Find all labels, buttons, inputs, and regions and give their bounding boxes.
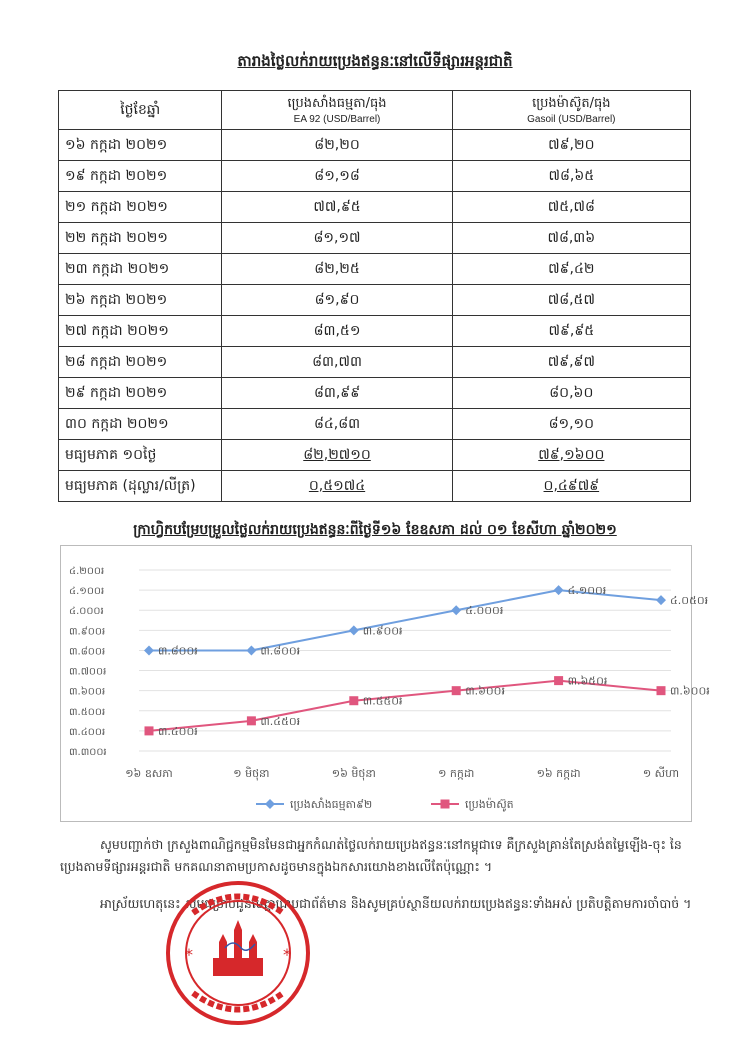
x-tick-label: ១៦ កក្កដា [536,767,581,780]
legend-label: ប្រេងសាំងធម្មតា៩២ [290,798,373,811]
row-date: ៣០ កក្កដា ២០២១ [59,409,222,440]
row-date: ១៩ កក្កដា ២០២១ [59,161,222,192]
y-tick-label: ៣.៣០០៛ [69,747,107,758]
row-ea92-price: ៨២,២០ [222,130,452,161]
x-tick-label: ១៦ មិថុនា [331,767,376,780]
y-tick-label: ៣.៥០០៛ [69,706,106,718]
data-label: ៣.៤០០៛ [158,724,198,738]
data-label: ៣.៩០០៛ [362,624,403,638]
table-body [59,130,691,440]
header-gasoil [452,91,690,130]
y-tick-label: ៣.៧០០៛ [69,666,107,678]
row-gasoil-price: ៧៩,៤២ [452,254,690,285]
row-gasoil-price: ៧៩,៩៥ [452,316,690,347]
average-litre-row [59,471,691,502]
x-tick-label: ១ មិថុនា [233,767,270,780]
table-row [59,254,691,285]
x-tick-label: ១៦ ឧសភា [125,767,173,780]
row-ea92-price: ៨៣,៩៩ [222,378,452,409]
row-ea92-price: ៨១,១៨ [222,161,452,192]
header-ea92 [222,91,452,130]
row-ea92-price: ៨៤,៨៣ [222,409,452,440]
price-table [58,90,691,502]
data-label: ៣.៦០០៛ [465,684,505,698]
y-tick-label: ៣.៦០០៛ [69,686,106,698]
table-row [59,192,691,223]
table-row [59,285,691,316]
legend-marker-1 [441,800,450,809]
data-label: ៤.០០០៛ [465,604,504,618]
row-gasoil-price: ៧៨,៣៦ [452,223,690,254]
header-gasoil-main: ប្រេងម៉ាស៊ូត/ធុង [532,96,611,111]
y-tick-label: ៤.២០០៛ [69,566,105,577]
y-tick-label: ៤.១០០៛ [69,586,105,598]
chart-title: ក្រាហ្វិកបម្រែបម្រួលថ្លៃលក់រាយប្រេងឥន្ធនៈពីថ្ងៃទី១៦ ខែឧសភា ដល់ ០១ ខែសីហា ឆ្នាំ២០២១ [133,522,617,538]
table-row [59,347,691,378]
price-chart [60,545,710,822]
table-row [59,409,691,440]
row-gasoil-price: ៨០,៦០ [452,378,690,409]
table-row [59,316,691,347]
series-point-1 [554,676,563,685]
series-point-1 [349,696,358,705]
average-litre-label: មធ្យមភាគ (ដុល្លារ/លីត្រ) [59,471,222,502]
row-ea92-price: ៨៣,៥១ [222,316,452,347]
row-ea92-price: ៨១,១៧ [222,223,452,254]
x-tick-label: ១ កក្កដា [438,767,475,780]
row-date: ២៩ កក្កដា ២០២១ [59,378,222,409]
row-gasoil-price: ៧៨,៥៧ [452,285,690,316]
series-point-1 [657,686,666,695]
data-label: ៣.៦០០៛ [670,684,710,698]
row-date: ២៨ កក្កដា ២០២១ [59,347,222,378]
closing-paragraph: អាស្រ័យហេតុនេះ សូមជម្រាបជូនមេត្តាជ្រាបជាព័ត៌មាន និងសូមគ្រប់ស្ថានីយលក់រាយប្រេងឥន្ធនៈទាំងអស់ ប្រតិបត្តិតាមការចាំបាច់ ។ [100,896,692,911]
data-label: ៣.៤៥០៛ [260,714,301,728]
table-row [59,161,691,192]
y-tick-label: ៣.៨០០៛ [69,646,106,658]
data-label: ៣.៦៥០៛ [567,674,608,688]
table-row [59,223,691,254]
x-tick-label: ១ សីហា [642,767,680,780]
data-label: ៣.៨០០៛ [260,644,301,658]
data-label: ៣.៥៥០៛ [362,694,403,708]
average-10day-gasoil: ៧៩,១៦០០ [538,446,605,463]
row-gasoil-price: ៧៨,៦៥ [452,161,690,192]
svg-text:*: * [185,945,193,964]
row-date: ២៦ កក្កដា ២០២១ [59,285,222,316]
row-date: ២១ កក្កដា ២០២១ [59,192,222,223]
legend-marker-0 [265,799,275,809]
note-paragraph: សូមបញ្ជាក់ថា ក្រសួងពាណិជ្ជកម្មមិនមែនជាអ្នកកំណត់ថ្លៃលក់រាយប្រេងឥន្ធនៈនៅកម្ពុជាទេ គឺក្រសួងគ្រាន់តែស្រង់តម្លៃឡើង-ចុះ នៃប្រេងតាមទីផ្សារអន្តរជាតិ មកគណនាតាមប្រកាសដូចមានក្នុងឯកសារយោងខាងលើតែប៉ុណ្ណោះ ។ [60,837,682,874]
series-point-1 [145,726,154,735]
row-ea92-price: ៨៣,៧៣ [222,347,452,378]
series-point-0 [554,585,564,595]
average-10day-row [59,440,691,471]
row-gasoil-price: ៧៩,៩៧ [452,347,690,378]
average-litre-ea92: ០,៥១៧៤ [308,477,366,494]
row-gasoil-price: ៨១,១០ [452,409,690,440]
row-ea92-price: ៨១,៩០ [222,285,452,316]
y-tick-label: ៣.៤០០៛ [69,726,106,738]
y-tick-label: ៤.០០០៛ [69,606,104,618]
series-line-1 [149,681,661,731]
svg-text:*: * [283,945,291,964]
legend-label: ប្រេងម៉ាស៊ូត [465,798,514,811]
row-gasoil-price: ៧៥,៧៨ [452,192,690,223]
data-label: ៣.៨០០៛ [158,644,198,658]
header-gasoil-sub: Gasoil (USD/Barrel) [527,114,616,125]
header-date: ថ្ងៃខែឆ្នាំ [59,91,222,130]
row-ea92-price: ៨២,២៥ [222,254,452,285]
series-point-0 [451,605,461,615]
series-point-0 [144,645,154,655]
y-tick-label: ៣.៩០០៛ [69,626,106,638]
series-line-0 [149,590,661,650]
average-10day-ea92: ៨២,២៧១០ [303,446,371,463]
chart-svg [61,546,710,821]
row-date: ១៦ កក្កដា ២០២១ [59,130,222,161]
row-gasoil-price: ៧៩,២០ [452,130,690,161]
data-label: ៤.០៥០៛ [670,594,709,608]
series-point-0 [349,625,359,635]
average-10day-label: មធ្យមភាគ ១០ថ្ងៃ [59,440,222,471]
series-point-0 [246,645,256,655]
row-ea92-price: ៧៧,៩៥ [222,192,452,223]
table-row [59,378,691,409]
series-point-1 [247,716,256,725]
header-ea92-sub: EA 92 (USD/Barrel) [293,114,381,125]
header-ea92-main: ប្រេងសាំងធម្មតា/ធុង [287,96,387,111]
row-date: ២៣ កក្កដា ២០២១ [59,254,222,285]
table-row [59,130,691,161]
data-label: ៤.១០០៛ [567,584,607,598]
series-point-0 [656,595,666,605]
row-date: ២៧ កក្កដា ២០២១ [59,316,222,347]
average-litre-gasoil: ០,៤៩៧៩ [543,477,600,494]
row-date: ២២ កក្កដា ២០២១ [59,223,222,254]
official-seal-stamp [163,878,313,1028]
page-title: តារាងថ្លៃលក់រាយប្រេងឥន្ធនៈនៅលើទីផ្សារអន្តរជាតិ [237,52,513,70]
table-header-row [59,91,691,130]
series-point-1 [452,686,461,695]
